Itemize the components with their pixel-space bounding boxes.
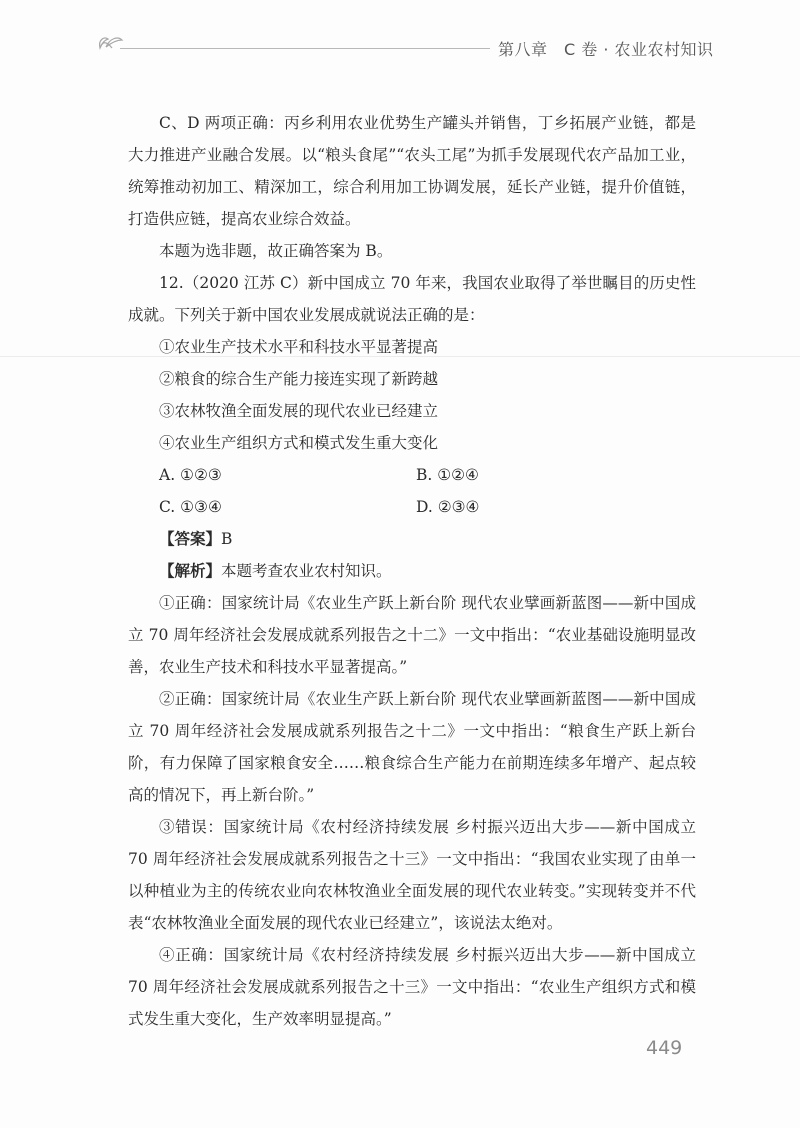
analysis-item-3: ③错误：国家统计局《农村经济持续发展 乡村振兴迈出大步——新中国成立 70 周年经济社会发展成就系列报告之十三》一文中指出：“我国农业实现了由单一以种植业为主的传统农业向农林牧渔业全面发展的现代农业转变。”实现转变并不代表“农林牧渔业全面发展的现代农业已经建立”，该说法太绝对。 — [128, 818, 696, 932]
chapter-title: 第八章 C 卷 · 农业农村知识 — [498, 40, 714, 59]
answer-label: 【答案】 — [159, 529, 222, 548]
option-b: B. ①②④ — [416, 466, 479, 484]
statement-3: ③农林牧渔全面发展的现代农业已经建立 — [159, 402, 439, 420]
answer-line — [128, 523, 696, 555]
answer-value: B — [221, 530, 233, 548]
analysis-line — [128, 555, 696, 587]
page-number: 449 — [646, 1037, 683, 1059]
header-rule — [120, 48, 490, 49]
analysis-item-4: ④正确：国家统计局《农村经济持续发展 乡村振兴迈出大步——新中国成立 70 周年经济社会发展成就系列报告之十三》一文中指出：“农业生产组织方式和模式发生重大变化，生产效率明显提高。” — [128, 946, 696, 1028]
option-c: C. ①③④ — [159, 498, 222, 516]
question-12: 12.（2020 江苏 C）新中国成立 70 年来，我国农业取得了举世瞩目的历史性成就。下列关于新中国农业发展成就说法正确的是： — [128, 274, 696, 324]
statement-4: ④农业生产组织方式和模式发生重大变化 — [159, 434, 439, 452]
paragraph-cd-correct: C、D 两项正确：丙乡利用农业优势生产罐头并销售，丁乡拓展产业链，都是大力推进产业融合发展。以“粮头食尾”“农头工尾”为抓手发展现代农产品加工业，统筹推动初加工、精深加工，综合利用加工协调发展，延长产业链，提升价值链，打造供应链，提高农业综合效益。 — [128, 114, 696, 228]
running-header — [0, 0, 800, 70]
analysis-label: 【解析】 — [159, 561, 222, 580]
leaf-sprout-icon — [96, 30, 126, 50]
analysis-item-2: ②正确：国家统计局《农业生产跃上新台阶 现代农业擘画新蓝图——新中国成立 70 周年经济社会发展成就系列报告之十二》一文中指出：“粮食生产跃上新台阶，有力保障了国家粮食安全……粮食综合生产能力在前期连续多年增产、起点较高的情况下，再上新台阶。” — [128, 690, 696, 804]
options-row-2 — [128, 491, 696, 523]
option-d: D. ②③④ — [416, 498, 480, 516]
statement-1: ①农业生产技术水平和科技水平显著提高 — [159, 338, 439, 356]
page-body — [128, 107, 696, 1035]
option-a: A. ①②③ — [159, 466, 222, 484]
options-row-1 — [128, 459, 696, 491]
paragraph-conclusion: 本题为选非题，故正确答案为 B。 — [159, 242, 393, 260]
statement-2: ②粮食的综合生产能力接连实现了新跨越 — [159, 370, 439, 388]
analysis-intro: 本题考查农业农村知识。 — [221, 562, 392, 580]
analysis-item-1: ①正确：国家统计局《农业生产跃上新台阶 现代农业擘画新蓝图——新中国成立 70 周年经济社会发展成就系列报告之十二》一文中指出：“农业基础设施明显改善，农业生产技术和科技水平显著提高。” — [128, 594, 696, 676]
